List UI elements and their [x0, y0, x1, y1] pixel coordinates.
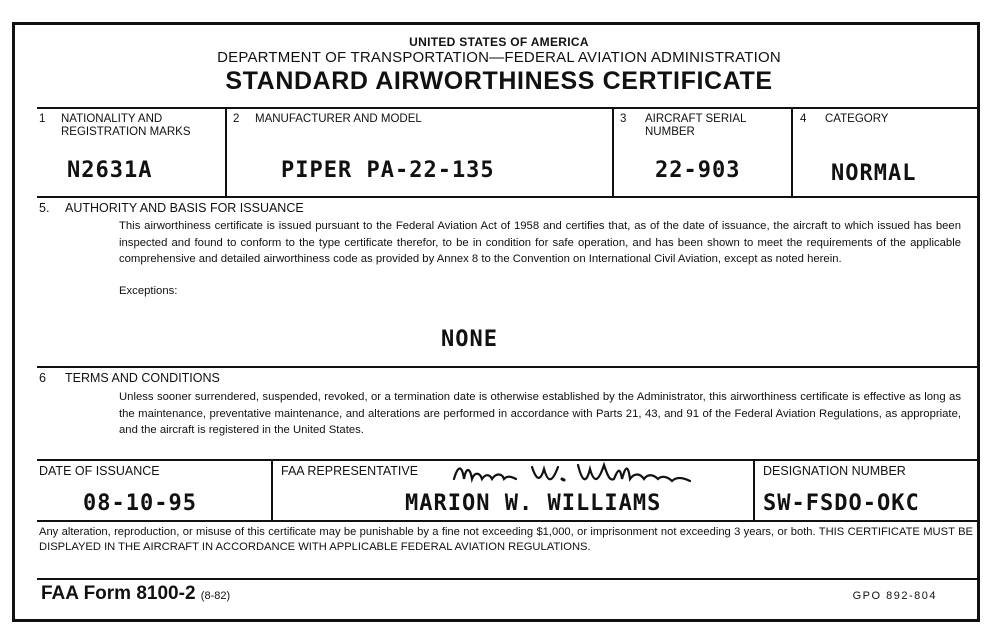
manufacturer-value: PIPER PA-22-135	[281, 158, 495, 183]
serial-label-line2: NUMBER	[645, 126, 695, 138]
divider	[612, 107, 614, 196]
form-number	[41, 583, 230, 605]
field-number: 1	[39, 113, 46, 125]
designation-label: DESIGNATION NUMBER	[763, 464, 906, 478]
serial-value: 22-903	[655, 158, 741, 183]
category-label: CATEGORY	[825, 113, 889, 125]
field-number: 2	[233, 113, 240, 125]
form-number-text: FAA Form 8100-2	[41, 583, 196, 604]
certificate-title: STANDARD AIRWORTHINESS CERTIFICATE	[225, 67, 773, 95]
divider	[225, 107, 227, 196]
terms-text: Unless sooner surrendered, suspended, revoked, or a termination date is otherwise established by the Administrator, this airworthiness certificate is effective as long as the maintenance, preventative maintenance, and alterations are performed in accordance with Parts 21, 43, and 91 of the Federal Aviation Regulations, as appropriate, and the aircraft is registered in the United States.	[119, 391, 961, 436]
signature-icon	[450, 459, 720, 491]
terms-heading: TERMS AND CONDITIONS	[65, 371, 220, 385]
divider	[37, 366, 977, 368]
manufacturer-label: MANUFACTURER AND MODEL	[255, 113, 422, 125]
section-number: 6	[39, 371, 46, 385]
serial-label	[645, 113, 746, 139]
nationality-label-line2: REGISTRATION MARKS	[61, 126, 191, 138]
footer-warning: Any alteration, reproduction, or misuse of this certificate may be punishable by a fine not exceeding $1,000, or imprisonment not exceeding 3 years, or both. THIS CERTIFICATE MUST BE DISPLAYED IN THE AIRCRAFT IN ACCORDANCE WITH APPLICABLE FEDERAL AVIATION REGULATIONS.	[39, 526, 973, 553]
rep-label: FAA REPRESENTATIVE	[281, 464, 419, 478]
gpo-number: GPO 892-804	[852, 590, 937, 602]
certificate-frame	[12, 22, 980, 622]
header-country: UNITED STATES OF AMERICA	[409, 35, 589, 49]
divider	[37, 520, 977, 522]
nationality-label-line1: NATIONALITY AND	[61, 113, 163, 125]
rep-value: MARION W. WILLIAMS	[405, 491, 662, 516]
header-department: DEPARTMENT OF TRANSPORTATION—FEDERAL AVIATION ADMINISTRATION	[217, 49, 781, 66]
divider	[37, 196, 977, 198]
authority-text: This airworthiness certificate is issued pursuant to the Federal Aviation Act of 1958 and certifies that, as of the date of issuance, the aircraft to which issued has been inspected and found to conform to the type certificate therefor, to be in condition for safe operation, and has been shown to meet the requirements of the applicable comprehensive and detailed airworthiness code as provided by Annex 8 to the Convention on International Civil Aviation, except as noted herein.	[119, 220, 961, 265]
form-date: (8-82)	[200, 590, 231, 602]
divider	[37, 107, 977, 109]
divider	[791, 107, 793, 196]
registration-value: N2631A	[67, 158, 153, 183]
nationality-label	[61, 113, 191, 139]
field-number: 4	[800, 113, 807, 125]
field-number: 3	[620, 113, 627, 125]
serial-label-line1: AIRCRAFT SERIAL	[645, 113, 747, 125]
date-value: 08-10-95	[83, 491, 197, 516]
section-number: 5.	[39, 201, 50, 215]
divider	[271, 459, 273, 520]
divider	[37, 578, 977, 580]
date-label: DATE OF ISSUANCE	[39, 464, 160, 478]
authority-heading: AUTHORITY AND BASIS FOR ISSUANCE	[65, 201, 304, 215]
designation-value: SW-FSDO-OKC	[763, 491, 920, 516]
exceptions-label: Exceptions:	[119, 285, 178, 297]
exceptions-value: NONE	[441, 327, 498, 352]
divider	[753, 459, 755, 520]
category-value: NORMAL	[831, 161, 917, 186]
